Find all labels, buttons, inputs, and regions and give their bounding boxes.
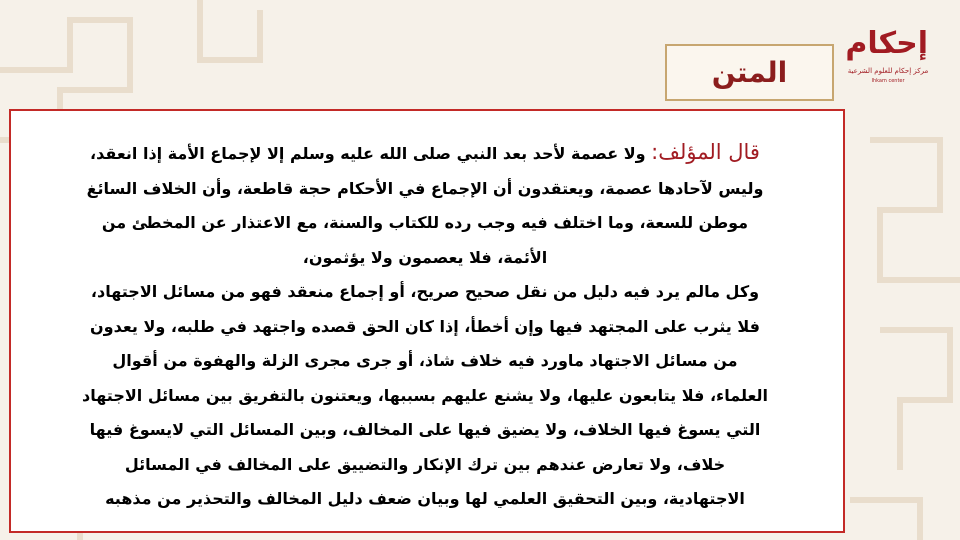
text-line-2: وليس لآحادها عصمة، ويعتقدون أن الإجماع في الأحكام حجة قاطعة، وأن الخلاف السائغ [86, 178, 764, 198]
text-line-5: وكل مالم يرد فيه دليل من نقل صحيح صريح، أو إجماع منعقد فهو من مسائل الاجتهاد، [90, 282, 760, 301]
text-line-8: العلماء، فلا يتابعون عليها، ولا يشنع عليهم بسببها، ويعتنون بالتفريق بين مسائل الاجتهاد [82, 385, 768, 405]
logo-tagline: مركز إحكام للعلوم الشرعية [847, 67, 929, 75]
body-text [21, 135, 829, 517]
text-line-7: من مسائل الاجتهاد ماورد فيه خلاف شاذ، أو جرى مجرى الزلة والهفوة من أقوال [112, 351, 738, 370]
title-box [665, 44, 834, 101]
text-line-11: الاجتهادية، وبين التحقيق العلمي لها وبيان ضعف دليل المخالف والتحذير من مذهبه [105, 489, 745, 508]
ihkam-logo [845, 22, 948, 102]
text-line-3: موطن للسعة، وما اختلف فيه وجب رده للكتاب والسنة، مع الاعتذار عن المخطئ من [101, 213, 749, 232]
text-line-10: خلاف، ولا تعارض عندهم بين ترك الإنكار والتضييق على المخالف في المسائل [124, 454, 726, 474]
author-label: قال المؤلف: [651, 140, 760, 164]
text-line-9: التي يسوغ فيها الخلاف، ولا يضيق فيها على المخالف، وبين المسائل التي لايسوغ فيها [89, 420, 761, 439]
logo-subline: Ihkam center [871, 78, 905, 84]
text-line-1 [21, 135, 829, 172]
page-title: المتن [711, 56, 788, 89]
text-line-6: فلا يثرب على المجتهد فيها وإن أخطأ، إذا كان الحق قصده واجتهد في طلبه، ولا يعدون [90, 316, 760, 336]
text-line-4: الأئمة، فلا يعصمون ولا يؤثمون، [302, 247, 548, 267]
text-line-1-content: ولا عصمة لأحد بعد النبي صلى الله عليه وسلم إلا لإجماع الأمة إذا انعقد، [90, 144, 646, 163]
text-panel [9, 109, 845, 533]
logo-name: إحكام [845, 26, 928, 61]
